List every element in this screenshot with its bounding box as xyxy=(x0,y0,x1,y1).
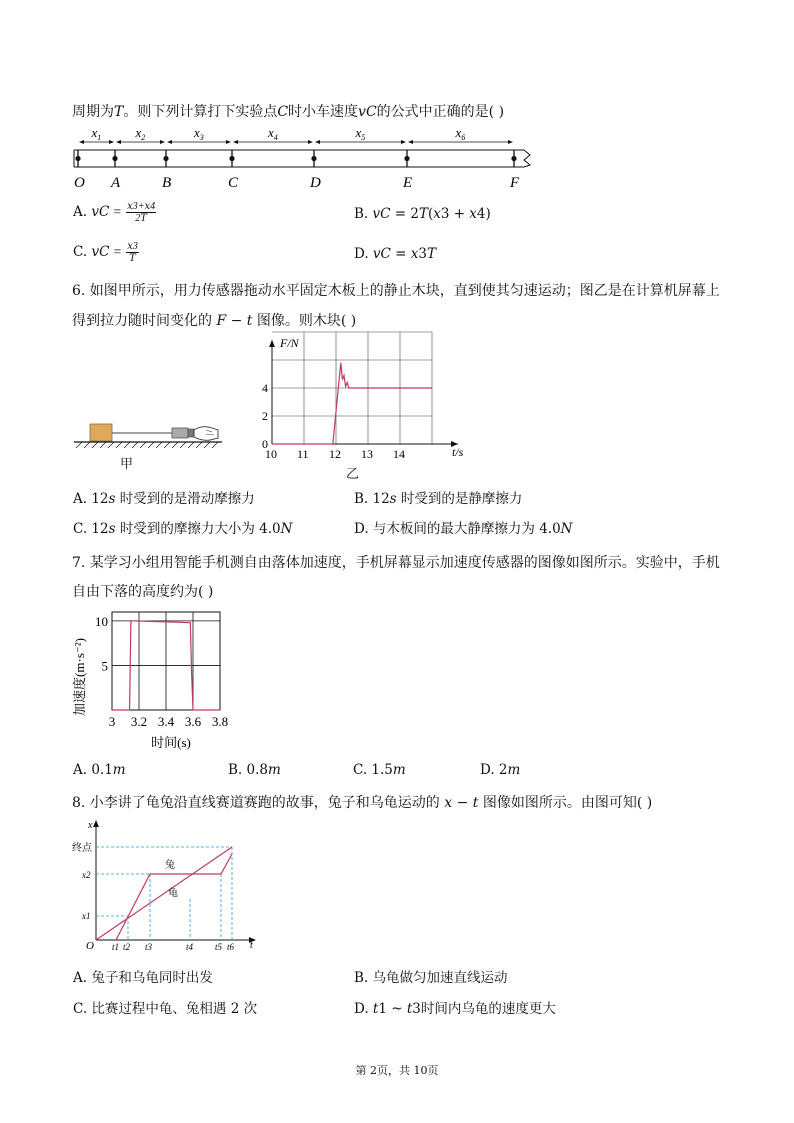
tape-dot-A xyxy=(112,156,117,161)
q7-stem-line2: 自由下落的高度约为( ) xyxy=(72,584,214,600)
q6-option-a[interactable]: A. 12𝑠 时受到的是滑动摩擦力 xyxy=(73,491,255,507)
acc-x-tick-3.2: 3.2 xyxy=(130,714,148,729)
ft-y-tick-4: 4 xyxy=(262,381,268,395)
q5-option-c-label: C. xyxy=(73,244,88,260)
q5-option-a-fraction xyxy=(126,201,156,224)
tape-label-D: D xyxy=(310,175,321,191)
q6-option-d[interactable]: D. 与木板间的最大静摩擦力为 4.0𝑁 xyxy=(354,521,573,537)
segment-arrow-left-x3 xyxy=(167,140,172,144)
t-mark-5: t5 xyxy=(215,942,223,952)
acceleration-chart xyxy=(70,602,250,752)
t-mark-4: t4 xyxy=(186,942,194,952)
q8-option-b[interactable]: B. 乌龟做匀加速直线运动 xyxy=(354,970,508,986)
segment-arrow-right-x2 xyxy=(160,140,165,144)
t-mark-6: t6 xyxy=(227,942,235,952)
figure-jia-caption: 甲 xyxy=(120,457,134,472)
ft-x-tick-11: 11 xyxy=(297,447,309,461)
q5-option-a-label: A. xyxy=(73,204,88,220)
acc-y-tick-5: 5 xyxy=(101,658,108,674)
segment-arrow-right-x5 xyxy=(401,140,406,144)
segment-arrow-left-x1 xyxy=(79,140,84,144)
acc-x-label: 时间(s) xyxy=(151,735,191,750)
ft-y-label: F/N xyxy=(280,336,299,350)
hand-icon xyxy=(194,427,218,441)
y-mark-x1: x1 xyxy=(82,911,91,921)
q6-option-b[interactable]: B. 12𝑠 时受到的是静摩擦力 xyxy=(354,491,523,507)
ft-x-tick-13: 13 xyxy=(361,447,373,461)
q5-option-a-numerator: 𝑥3+𝑥4 xyxy=(127,201,156,212)
tape-label-A: A xyxy=(111,175,121,191)
tape-dot-E xyxy=(404,156,409,161)
figure-yi-caption: 乙 xyxy=(346,467,360,482)
sensor-cap xyxy=(188,429,194,437)
xt-y-axis-arrow xyxy=(93,820,99,827)
segment-arrow-right-x4 xyxy=(308,140,313,144)
tape-dot-O xyxy=(75,156,80,161)
page-footer: 第 2页，共 10页 xyxy=(355,1064,439,1077)
ft-force-curve xyxy=(272,363,432,444)
acc-x-tick-3.6: 3.6 xyxy=(184,714,202,729)
force-sensor xyxy=(172,428,188,438)
segment-arrow-right-x1 xyxy=(109,140,114,144)
q6-option-c[interactable]: C. 12𝑠 时受到的摩擦力大小为 4.0𝑁 xyxy=(73,521,293,537)
acc-y-label: 加速度(m·s⁻²) xyxy=(72,638,87,716)
q7-option-d[interactable]: D. 2𝑚 xyxy=(480,762,521,778)
segment-label-x1: $x_1$ xyxy=(91,125,102,142)
q8-option-d[interactable]: D. 𝑡1 ~ 𝑡3时间内乌龟的速度更大 xyxy=(354,1001,556,1017)
q8-stem: 8. 小李讲了龟兔沿直线赛道赛跑的故事，兔子和乌龟运动的 𝑥 − 𝑡 图像如图所示。由图可知( ) xyxy=(72,795,653,811)
tape-label-C: C xyxy=(228,175,239,191)
tape-label-O: O xyxy=(74,175,85,191)
q7-stem-line1: 7. 某学习小组用智能手机测自由落体加速度，手机屏幕显示加速度传感器的图像如图所示。实验中，手机 xyxy=(72,555,720,571)
ft-chart xyxy=(250,332,470,482)
tape-torn-edge xyxy=(524,150,530,167)
ft-y-axis-arrow xyxy=(269,340,275,347)
y-mark-finish: 终点 xyxy=(72,843,92,854)
segment-arrow-right-x3 xyxy=(226,140,231,144)
tape-label-E: E xyxy=(403,175,413,191)
tortoise-line xyxy=(96,847,232,940)
segment-arrow-left-x5 xyxy=(315,140,320,144)
acc-y-tick-10: 10 xyxy=(95,613,108,629)
t-mark-2: t2 xyxy=(123,942,131,952)
segment-label-x5: $x_5$ xyxy=(355,125,366,142)
q5-option-c-lhs: 𝑣𝐶 = xyxy=(91,244,122,259)
xt-y-label: x xyxy=(88,820,93,831)
xt-x-label: t xyxy=(250,940,253,951)
tortoise-label: 龟 xyxy=(168,888,178,899)
q5-option-b[interactable]: B. 𝑣𝐶 = 2𝑇(𝑥3 + 𝑥4) xyxy=(354,206,491,222)
xt-chart xyxy=(72,816,278,956)
ft-x-label: t/s xyxy=(452,445,464,459)
y-mark-x2: x2 xyxy=(82,870,91,880)
tape-dot-C xyxy=(229,156,234,161)
xt-origin-label: O xyxy=(86,940,94,952)
tape-dot-B xyxy=(163,156,168,161)
acc-x-tick-3.8: 3.8 xyxy=(211,714,229,729)
segment-arrow-left-x6 xyxy=(408,140,413,144)
q5-option-a-lhs: 𝑣𝐶 = xyxy=(91,204,122,219)
ft-y-tick-0: 0 xyxy=(262,437,268,451)
tape-label-B: B xyxy=(162,175,172,191)
q7-option-b[interactable]: B. 0.8𝑚 xyxy=(228,762,281,778)
acc-x-tick-3.4: 3.4 xyxy=(157,714,175,729)
ft-x-tick-12: 12 xyxy=(329,447,341,461)
acc-x-tick-3: 3 xyxy=(108,714,116,729)
segment-arrow-left-x4 xyxy=(233,140,238,144)
q7-option-a[interactable]: A. 0.1𝑚 xyxy=(73,762,126,778)
segment-subscript-x5: 5 xyxy=(361,133,366,142)
q8-option-a[interactable]: A. 兔子和乌龟同时出发 xyxy=(73,970,213,986)
tape-dot-D xyxy=(311,156,316,161)
q5-option-c-fraction xyxy=(126,241,139,264)
t-mark-1: t1 xyxy=(112,942,120,952)
ft-x-tick-14: 14 xyxy=(393,447,405,461)
segment-subscript-x1: 1 xyxy=(97,133,102,142)
segment-label-x2: $x_2$ xyxy=(135,125,146,142)
figure-jia-block-sensor xyxy=(72,418,232,488)
segment-subscript-x2: 2 xyxy=(141,133,146,142)
segment-arrow-right-x6 xyxy=(508,140,513,144)
q5-option-d[interactable]: D. 𝑣𝐶 = 𝑥3𝑇 xyxy=(354,246,436,262)
ft-x-tick-10: 10 xyxy=(265,447,277,461)
segment-label-x4: $x_4$ xyxy=(268,125,278,142)
paper-tape-figure xyxy=(68,124,538,194)
q5-option-c[interactable] xyxy=(73,241,139,264)
segment-arrow-left-x2 xyxy=(116,140,121,144)
segment-subscript-x4: 4 xyxy=(273,133,278,142)
q6-stem-line1: 6. 如图甲所示，用力传感器拖动水平固定木板上的静止木块，直到使其匀速运动；图乙是在计算机屏幕上 xyxy=(72,283,720,299)
t-mark-3: t3 xyxy=(145,942,153,952)
q5-option-a-denominator: 2𝑇 xyxy=(135,213,147,224)
q5-option-a[interactable] xyxy=(73,201,156,224)
q5-stem-tail: 周期为𝑇。则下列计算打下实验点𝐶时小车速度𝑣𝐶的公式中正确的是( ) xyxy=(72,104,505,120)
q8-option-c[interactable]: C. 比赛过程中龟、兔相遇 2 次 xyxy=(73,1001,258,1017)
q6-stem-line2: 得到拉力随时间变化的 𝐹 − 𝑡 图像。则木块( ) xyxy=(72,313,357,329)
segment-label-x6: $x_6$ xyxy=(455,125,466,142)
ft-y-tick-2: 2 xyxy=(262,409,268,423)
wood-block xyxy=(90,424,112,441)
q5-option-c-numerator: 𝑥3 xyxy=(127,241,138,252)
segment-subscript-x6: 6 xyxy=(461,133,466,142)
segment-subscript-x3: 3 xyxy=(199,133,204,142)
q7-option-c[interactable]: C. 1.5𝑚 xyxy=(353,762,406,778)
board-hatching xyxy=(76,442,218,448)
rabbit-label: 兔 xyxy=(165,860,175,871)
tape-dot-F xyxy=(511,156,516,161)
tape-label-F: F xyxy=(510,175,520,191)
segment-label-x3: $x_3$ xyxy=(194,125,204,142)
q5-option-c-denominator: 𝑇 xyxy=(129,253,136,264)
